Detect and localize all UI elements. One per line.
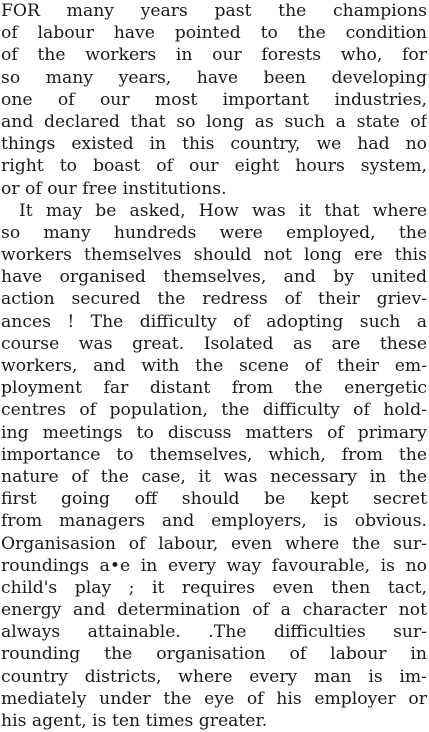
text-line: roundings a•e in every way favourable, is no (1, 555, 427, 576)
text-line: child's play ; it requires even then tact, (1, 577, 427, 598)
text-line: Organisasion of labour, even where the sur- (1, 533, 427, 554)
text-line: action secured the redress of their griev- (1, 289, 427, 310)
text-line: FOR many years past the champions (1, 1, 427, 21)
text-line: nature of the case, it was necessary in the (1, 466, 427, 487)
text-line: or of our free institutions. (1, 178, 227, 199)
text-line: from managers and employers, is obvious. (1, 511, 427, 532)
text-line: country districts, where every man is im- (1, 666, 427, 687)
paragraph-1 (1, 0, 427, 200)
text-line: importance to themselves, which, from the (1, 444, 427, 465)
text-line: rounding the organisation of labour in (1, 644, 427, 665)
text-line: first going off should be kept secret (1, 489, 427, 510)
text-line: of the workers in our forests who, for (1, 45, 427, 66)
text-line: so many years, have been developing (1, 67, 427, 88)
text-line: It may be asked, How was it that where (19, 200, 427, 221)
text-line: mediately under the eye of his employer or (1, 688, 427, 709)
text-line: always attainable. .The difficulties sur- (1, 622, 427, 643)
text-line: one of our most important industries, (1, 89, 427, 110)
text-line: workers themselves should not long ere this (1, 245, 427, 266)
text-line: so many hundreds were employed, the (1, 222, 427, 243)
text-line: things existed in this country, we had no (1, 134, 427, 155)
text-line: energy and determination of a character not (1, 600, 427, 621)
text-line: have organised themselves, and by united (1, 267, 427, 288)
text-line: centres of population, the difficulty of hold- (1, 400, 427, 421)
paragraph-2 (1, 200, 427, 732)
text-line: workers, and with the scene of their em- (1, 356, 427, 376)
text-line: right to boast of our eight hours system, (1, 156, 427, 177)
text-line: and declared that so long as such a state of (1, 111, 427, 132)
text-line: ing meetings to discuss matters of primary (1, 422, 427, 443)
text-line: his agent, is ten times greater. (1, 711, 268, 731)
text-line: course was great. Isolated as are these (1, 333, 427, 354)
text-line: ployment far distant from the energetic (1, 378, 427, 399)
text-line: ances ! The difficulty of adopting such a (1, 311, 427, 332)
text-line: of labour have pointed to the condition (1, 23, 427, 44)
